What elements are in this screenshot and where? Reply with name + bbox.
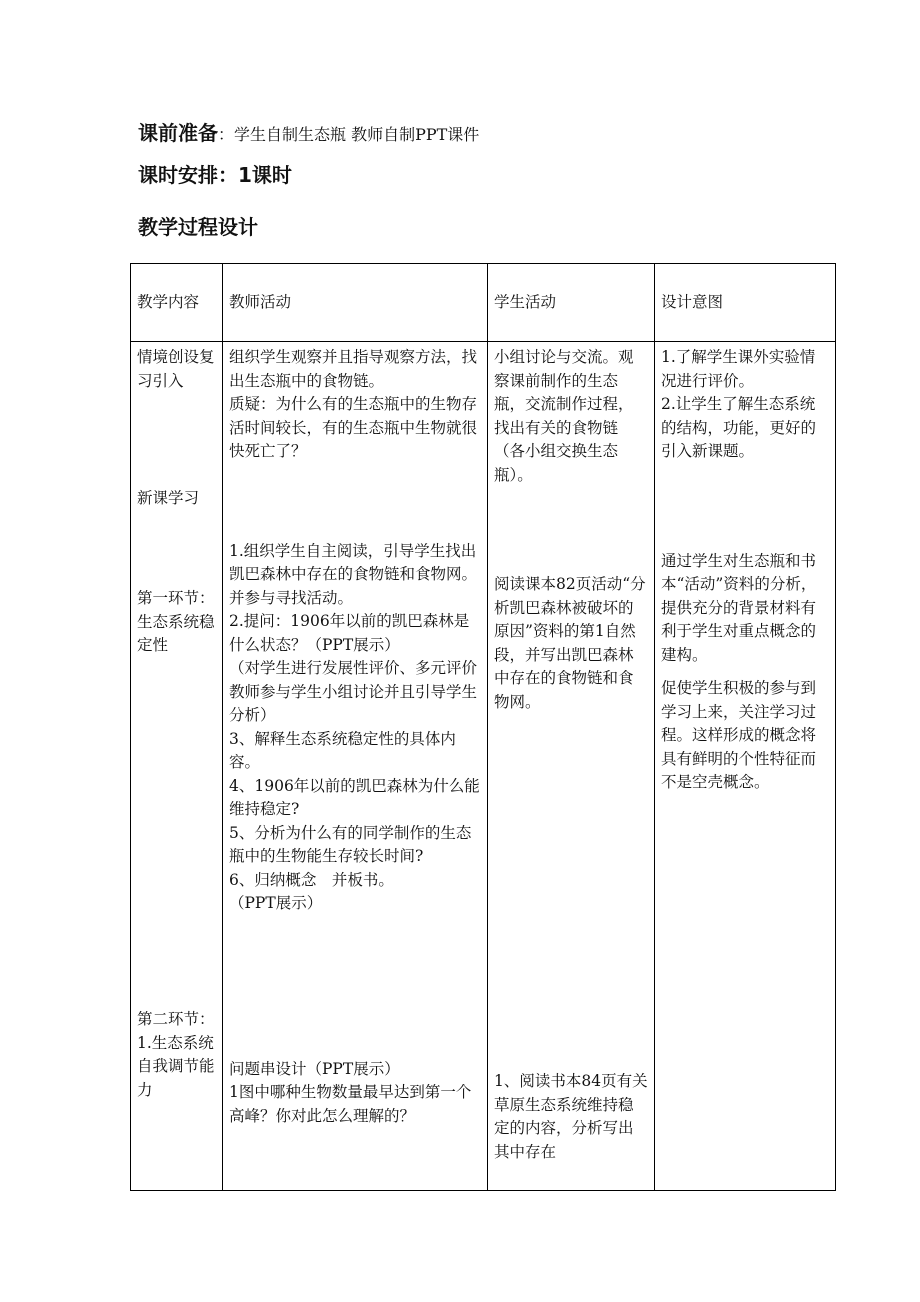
prep-line [138, 117, 479, 146]
student-b: 阅读课本82页活动“分析凯巴森林被破坏的原因”资料的第1自然段，并写出凯巴森林中存在的食物链和食物网。 [494, 575, 646, 711]
lesson-plan-table [130, 263, 836, 1191]
prep-label: 课前准备 [138, 121, 218, 145]
teacher-b3: （对学生进行发展性评价、多元评价 教师参与学生小组讨论并且引导学生分析） [229, 659, 493, 724]
teacher-b2: 2.提问：1906年以前的凯巴森林是什么状态？（PPT展示） [229, 612, 470, 654]
intent-b1: 通过学生对生态瓶和书本“活动”资料的分析，提供充分的背景材料有利于学生对重点概念的建构。 [661, 551, 817, 664]
student-cell [488, 342, 655, 1191]
content-intro: 情境创设复习引入 [137, 348, 215, 390]
header-teacher: 教师活动 [223, 264, 488, 342]
header-intent: 设计意图 [655, 264, 836, 342]
header-student: 学生活动 [488, 264, 655, 342]
intent-cell [655, 342, 836, 1191]
content-stage-1: 第一环节：生态系统稳定性 [137, 589, 215, 654]
teacher-b8: （PPT展示） [229, 894, 323, 912]
student-a: 小组讨论与交流。观察课前制作的生态瓶，交流制作过程，找出有关的食物链（各小组交换生态瓶）。 [494, 348, 634, 484]
table-row [131, 342, 836, 1191]
teacher-b1: 1.组织学生自主阅读，引导学生找出凯巴森林中存在的食物链和食物网。并参与寻找活动。 [229, 541, 478, 607]
teacher-cell [223, 342, 493, 1191]
prep-text: ：学生自制生态瓶 教师自制PPT课件 [218, 125, 480, 144]
intent-b2: 促使学生积极的参与到学习上来，关注学习过程。这样形成的概念将具有鲜明的个性特征而不是空壳概念。 [661, 679, 817, 791]
schedule-line: 课时安排：1课时 [138, 163, 292, 187]
teacher-a1: 组织学生观察并且指导观察方法，找出生态瓶中的食物链。 [229, 348, 478, 390]
teacher-b5: 4、1906年以前的凯巴森林为什么能维持稳定? [229, 776, 480, 818]
content-cell [131, 342, 223, 1191]
teacher-a2: 质疑：为什么有的生态瓶中的生物存活时间较长，有的生态瓶中生物就很快死亡了？ [229, 395, 478, 460]
table-header-row [131, 264, 836, 342]
header-content: 教学内容 [131, 264, 223, 342]
content-stage-2: 第二环节：1.生态系统自我调节能力 [137, 1010, 215, 1099]
teacher-b7: 6、归纳概念 并板书。 [229, 870, 394, 889]
content-new-lesson: 新课学习 [137, 489, 200, 507]
process-title: 教学过程设计 [138, 215, 258, 239]
student-c: 1、阅读书本84页有关草原生态系统维持稳定的内容，分析写出其中存在 [494, 1072, 648, 1161]
intent-a1: 1.了解学生课外实验情况进行评价。 [661, 348, 816, 390]
teacher-c2: 1图中哪种生物数量最早达到第一个高峰？你对此怎么理解的？ [229, 1083, 472, 1125]
teacher-b6: 5、分析为什么有的同学制作的生态瓶中的生物能生存较长时间? [229, 823, 472, 865]
teacher-b4: 3、解释生态系统稳定性的具体内容。 [229, 729, 456, 771]
teacher-c1: 问题串设计（PPT展示） [229, 1059, 400, 1078]
intent-a2: 2.让学生了解生态系统的结构，功能，更好的引入新课题。 [661, 395, 817, 460]
